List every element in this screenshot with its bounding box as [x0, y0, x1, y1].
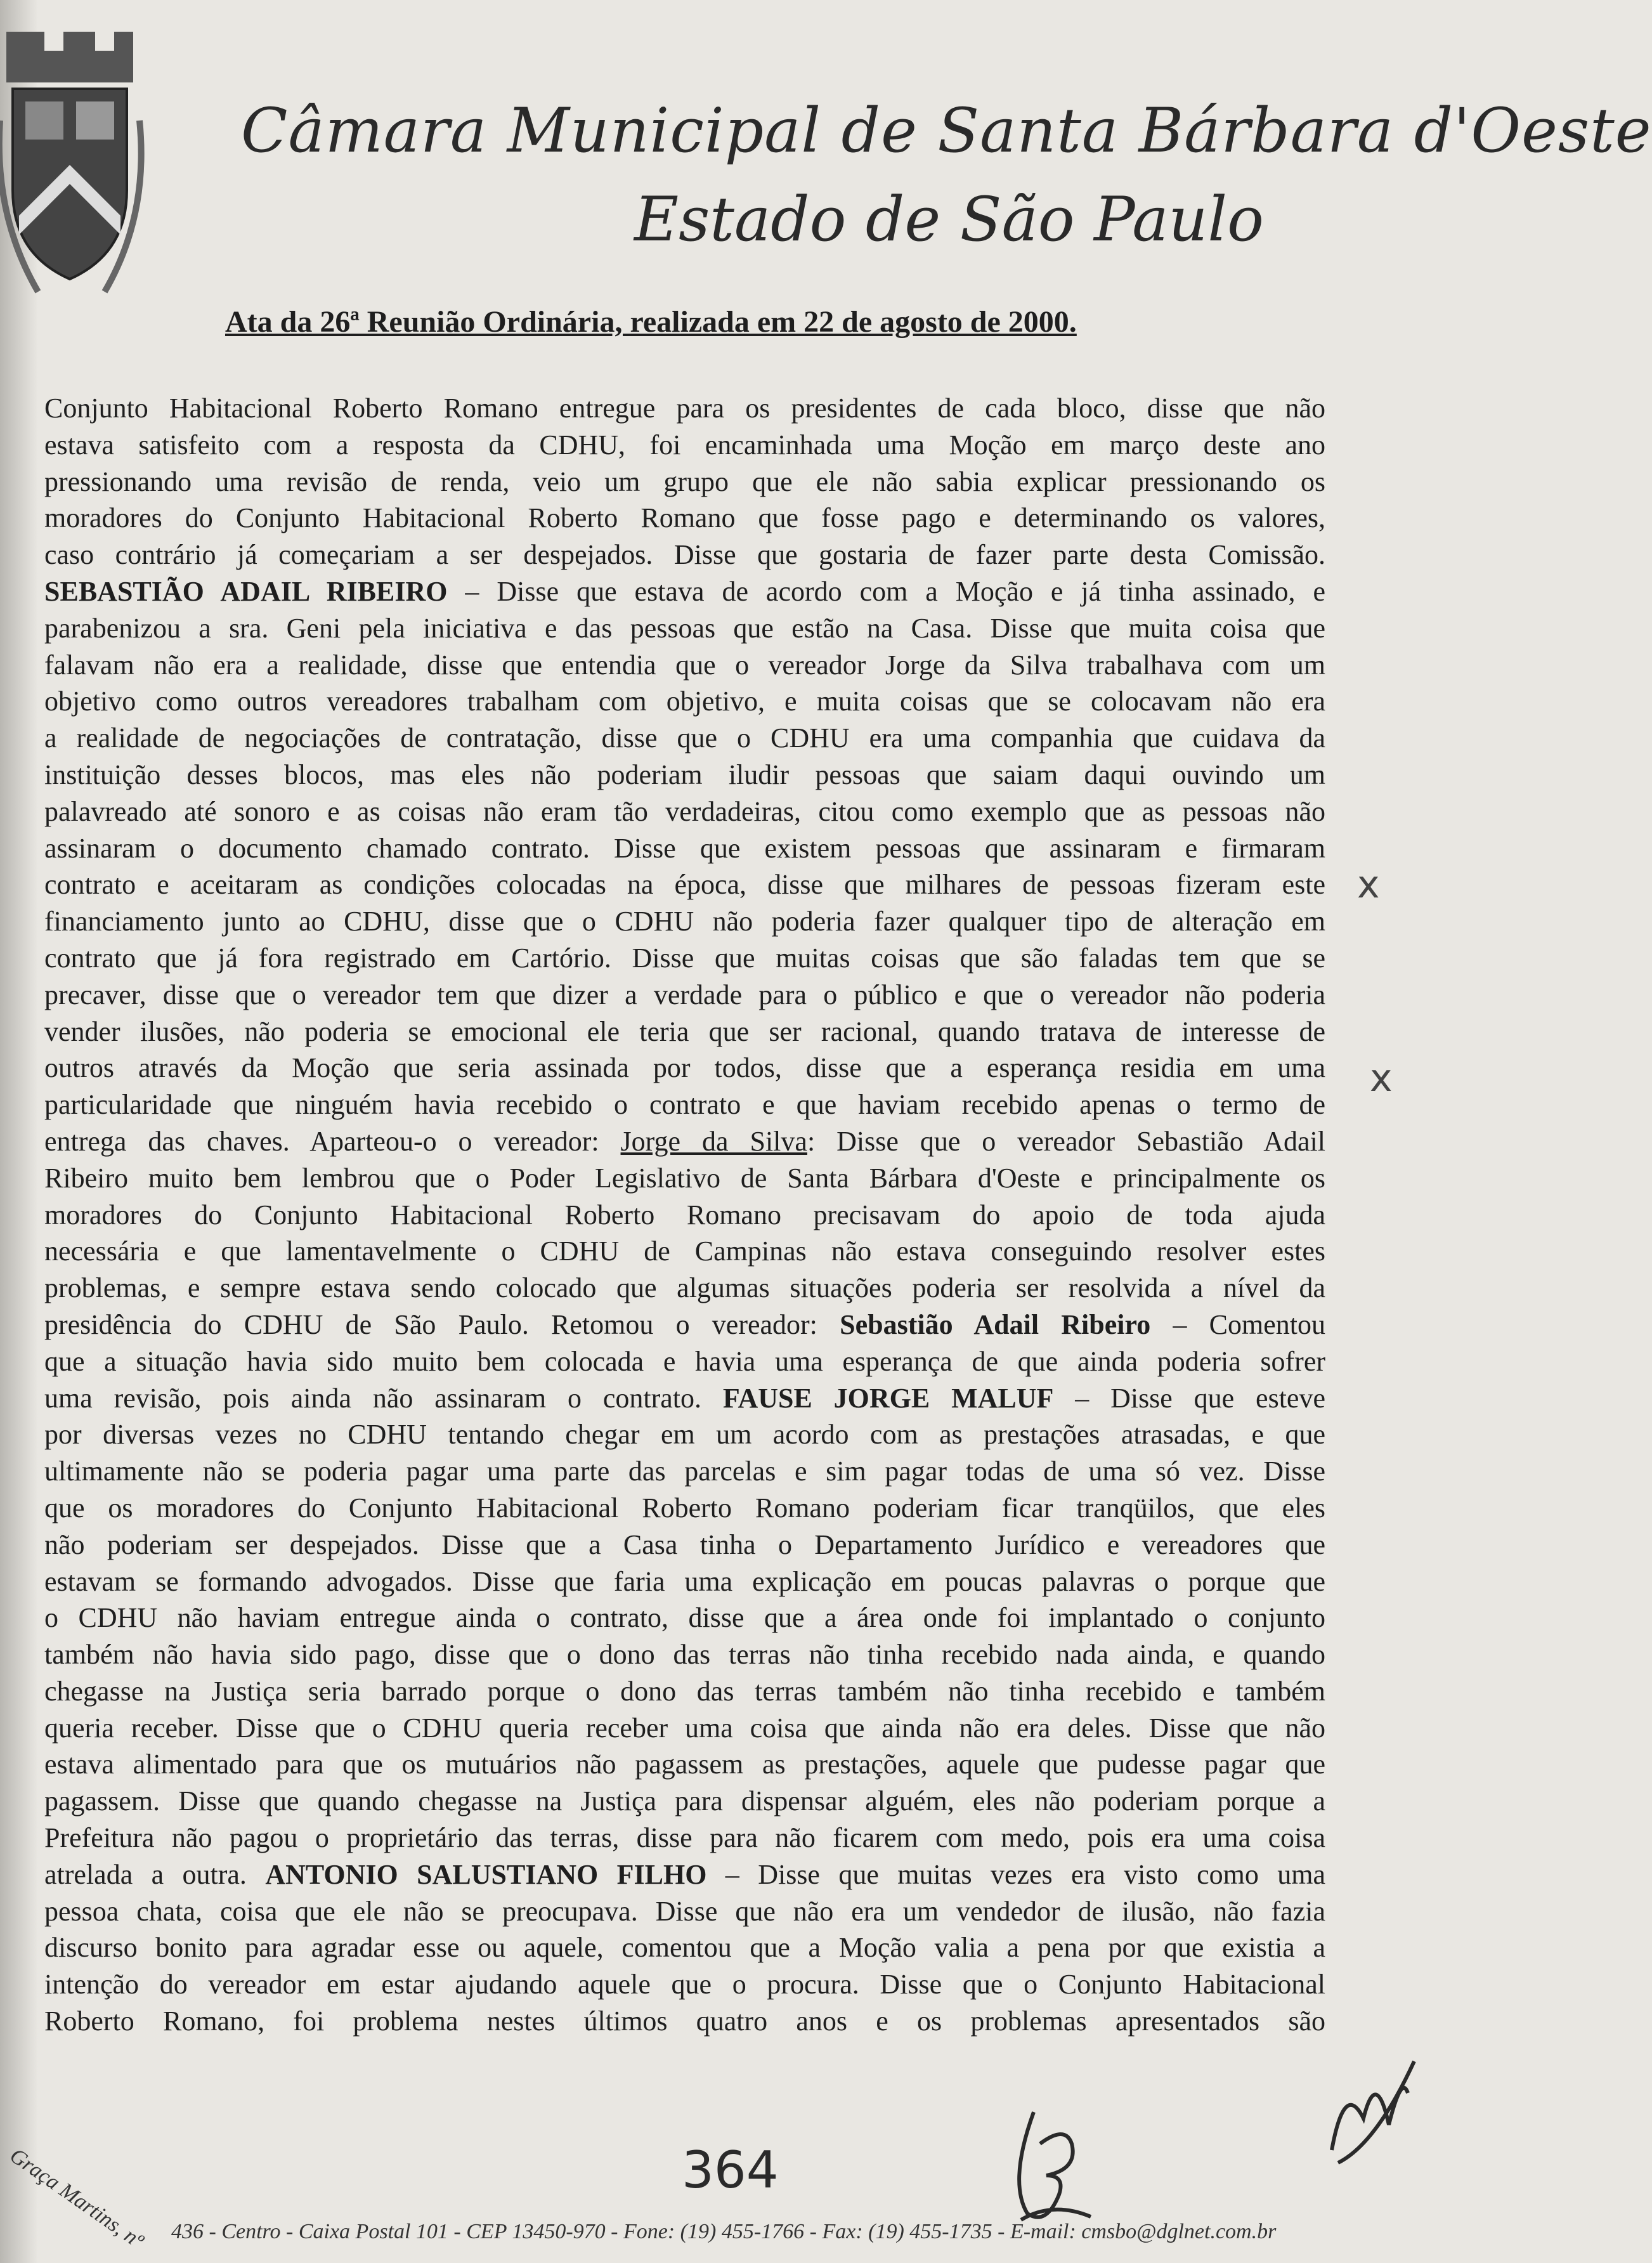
body-line: atrelada a outra. ANTONIO SALUSTIANO FILHO – Disse que muitas vezes era visto como uma [44, 1858, 1325, 1890]
body-line: pressionando uma revisão de renda, veio um grupo que ele não sabia explicar pressionando os [44, 466, 1325, 497]
municipal-crest-icon [0, 25, 143, 304]
footer-address: 436 - Centro - Caixa Postal 101 - CEP 13450-970 - Fone: (19) 455-1766 - Fax: (19) 455-1735 - E-mail: cmsbo@dglnet.com.br [171, 2220, 1277, 2243]
signature-initials-2 [1319, 2055, 1421, 2169]
body-line: pessoa chata, coisa que ele não se preocupava. Disse que não era um vendedor de ilusão, não fazia [44, 1895, 1325, 1927]
body-line: também não havia sido pago, disse que o dono das terras não tinha recebido nada ainda, e quando [44, 1639, 1325, 1671]
body-line: que a situação havia sido muito bem colocada e havia uma esperança de que ainda poderia sofrer [44, 1345, 1325, 1377]
body-line: vender ilusões, não poderia se emocional ele teria que ser racional, quando tratava de interesse de [44, 1015, 1325, 1047]
margin-mark-1: x [1357, 863, 1380, 907]
body-line: parabenizou a sra. Geni pela iniciativa e das pessoas que estão na Casa. Disse que muita coisa que [44, 612, 1325, 644]
body-line: problemas, e sempre estava sendo colocado que algumas situações poderia ser resolvida a nível da [44, 1272, 1325, 1304]
page-edge-shadow [0, 0, 38, 2263]
minutes-title: Ata da 26ª Reunião Ordinária, realizada em 22 de agosto de 2000. [225, 305, 1077, 339]
body-line: financiamento junto ao CDHU, disse que o CDHU não poderia fazer qualquer tipo de alteração em [44, 906, 1325, 937]
letterhead-line-1: Câmara Municipal de Santa Bárbara d'Oeste [241, 95, 1652, 166]
body-line: por diversas vezes no CDHU tentando chegar em um acordo com as prestações atrasadas, e que [44, 1419, 1325, 1451]
minutes-body [44, 390, 1325, 2040]
body-line: pagassem. Disse que quando chegasse na Justiça para dispensar alguém, eles não poderiam porque a [44, 1785, 1325, 1817]
body-line: discurso bonito para agradar esse ou aquele, comentou que a Moção valia a pena por que existia a [44, 1932, 1325, 1964]
body-line: não poderiam ser despejados. Disse que a Casa tinha o Departamento Jurídico e vereadores que [44, 1529, 1325, 1560]
body-line: necessária e que lamentavelmente o CDHU de Campinas não estava conseguindo resolver estes [44, 1236, 1325, 1267]
margin-mark-2: x [1370, 1056, 1393, 1100]
body-line: objetivo como outros vereadores trabalham com objetivo, e muita coisas que se colocavam não era [44, 686, 1325, 717]
body-line: chegasse na Justiça seria barrado porque o dono das terras também não tinha recebido e também [44, 1675, 1325, 1707]
body-line: Prefeitura não pagou o proprietário das terras, disse para não ficarem com medo, pois era uma coisa [44, 1822, 1325, 1854]
body-line: outros através da Moção que seria assinada por todos, disse que a esperança residia em uma [44, 1052, 1325, 1084]
body-line: SEBASTIÃO ADAIL RIBEIRO – Disse que estava de acordo com a Moção e já tinha assinado, e [44, 575, 1326, 607]
body-line: estavam se formando advogados. Disse que faria uma explicação em poucas palavras o porque que [44, 1565, 1325, 1597]
body-line: falavam não era a realidade, disse que entendia que o vereador Jorge da Silva trabalhava com um [44, 649, 1325, 681]
body-line: contrato e aceitaram as condições colocadas na época, disse que milhares de pessoas fizeram este [44, 869, 1325, 901]
body-line: ultimamente não se poderia pagar uma parte das parcelas e sim pagar todas de uma só vez. Disse [44, 1456, 1325, 1487]
body-line: particularidade que ninguém havia recebido o contrato e que haviam recebido apenas o termo de [44, 1089, 1325, 1121]
body-line: Conjunto Habitacional Roberto Romano entregue para os presidentes de cada bloco, disse que não [44, 393, 1325, 424]
body-line: o CDHU não haviam entregue ainda o contrato, disse que a área onde foi implantado o conjunto [44, 1602, 1325, 1634]
body-line: precaver, disse que o vereador tem que dizer a verdade para o público e que o vereador não poderia [44, 979, 1325, 1010]
body-line: estava satisfeito com a resposta da CDHU, foi encaminhada uma Moção em março deste ano [44, 429, 1325, 460]
body-line: estava alimentado para que os mutuários não pagassem as prestações, aquele que pudesse pagar que [44, 1749, 1325, 1780]
body-line: presidência do CDHU de São Paulo. Retomou o vereador: Sebastião Adail Ribeiro – Comentou [44, 1308, 1325, 1340]
body-line: moradores do Conjunto Habitacional Roberto Romano que fosse pago e determinando os valores, [44, 502, 1325, 534]
body-line: assinaram o documento chamado contrato. Disse que existem pessoas que assinaram e firmaram [44, 832, 1325, 864]
body-line: Ribeiro muito bem lembrou que o Poder Legislativo de Santa Bárbara d'Oeste e principalmente os [44, 1162, 1325, 1194]
body-line: palavreado até sonoro e as coisas não eram tão verdadeiras, citou como exemplo que as pessoas não [44, 795, 1325, 827]
body-line: Roberto Romano, foi problema nestes últimos quatro anos e os problemas apresentados são [44, 2005, 1325, 2037]
body-line: caso contrário já começariam a ser despejados. Disse que gostaria de fazer parte desta Comissão. [44, 539, 1325, 571]
body-line: a realidade de negociações de contratação, disse que o CDHU era uma companhia que cuidava da [44, 722, 1325, 754]
body-line: moradores do Conjunto Habitacional Roberto Romano precisavam do apoio de toda ajuda [44, 1199, 1325, 1230]
body-line: queria receber. Disse que o CDHU queria receber uma coisa que ainda não era deles. Disse que não [44, 1712, 1325, 1744]
body-line: uma revisão, pois ainda não assinaram o contrato. FAUSE JORGE MALUF – Disse que esteve [44, 1382, 1325, 1414]
body-line: intenção do vereador em estar ajudando aquele que o procura. Disse que o Conjunto Habitacional [44, 1969, 1325, 2000]
body-line: entrega das chaves. Aparteou-o o vereador: Jorge da Silva: Disse que o vereador Sebastião Adail [44, 1125, 1325, 1157]
footer-address-curved: Graça Martins, nº [5, 2144, 148, 2253]
page-number: 364 [682, 2141, 779, 2200]
body-line: instituição desses blocos, mas eles não poderiam iludir pessoas que saiam daqui ouvindo um [44, 759, 1325, 790]
body-line: que os moradores do Conjunto Habitacional Roberto Romano poderiam ficar tranqüilos, que eles [44, 1492, 1325, 1523]
letterhead-line-2: Estado de São Paulo [634, 184, 1264, 255]
body-line: contrato que já fora registrado em Cartório. Disse que muitas coisas que são faladas tem que se [44, 942, 1325, 974]
